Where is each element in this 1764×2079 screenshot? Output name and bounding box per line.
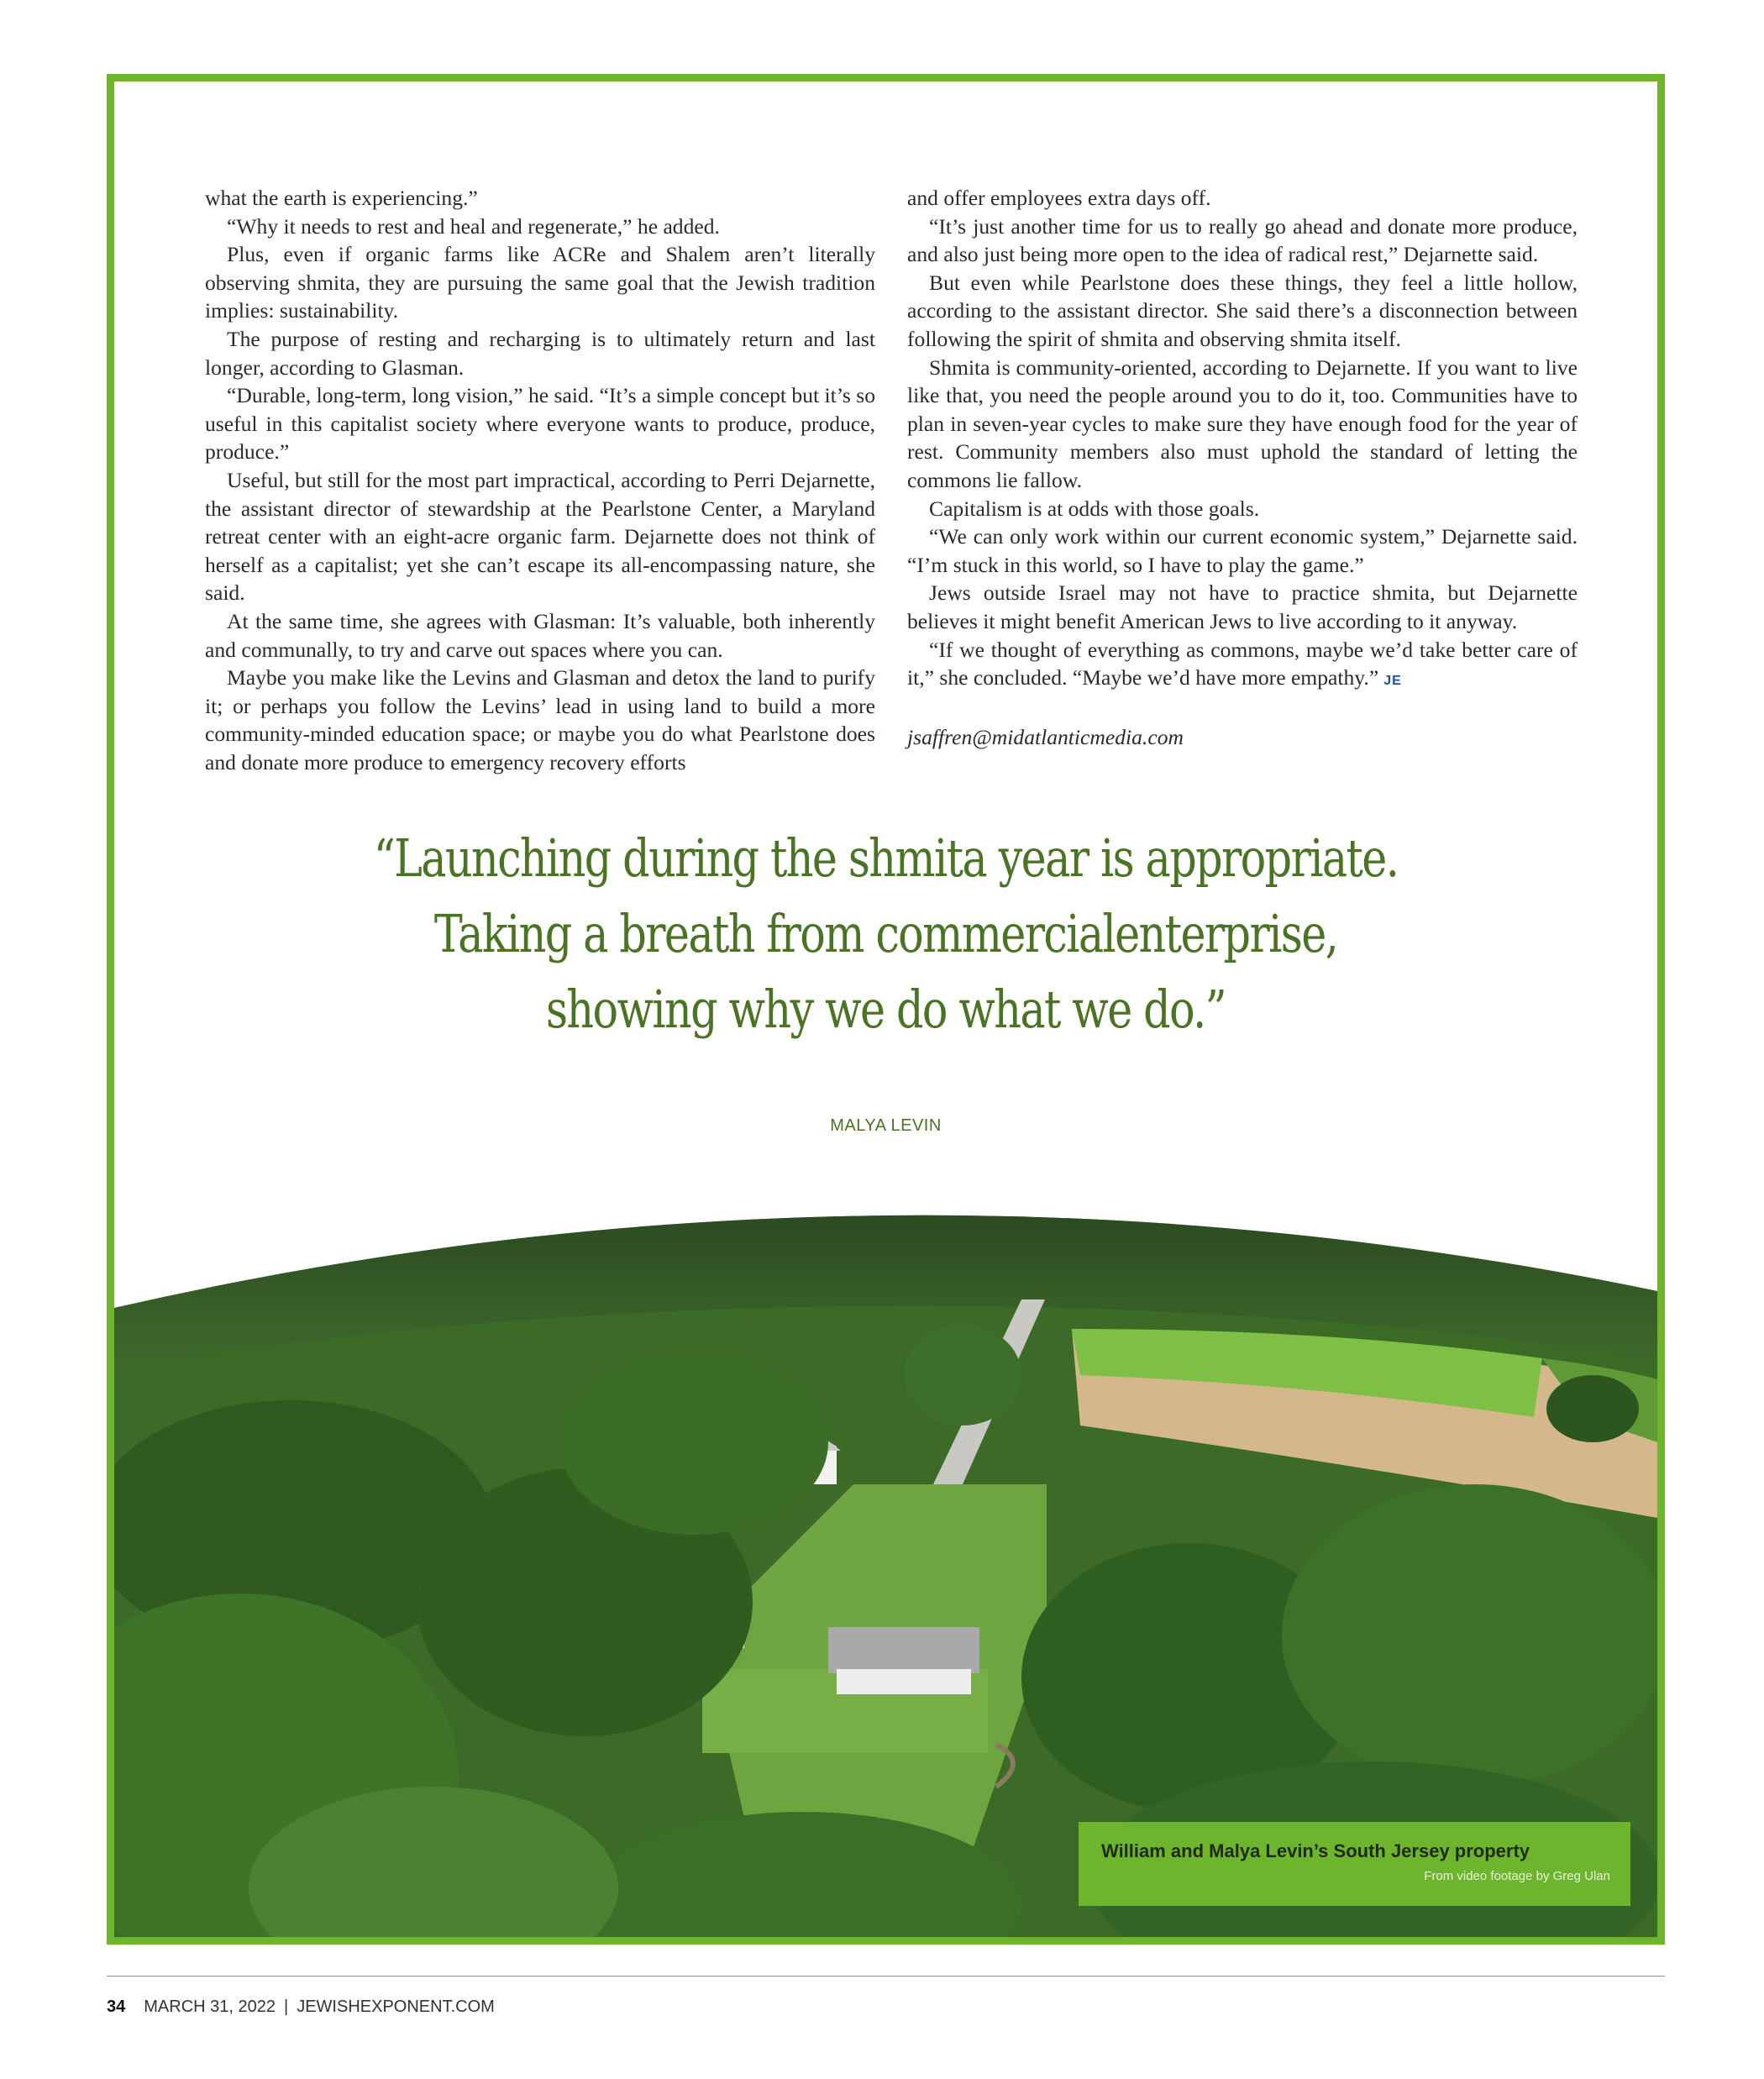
pull-quote (253, 821, 1518, 1047)
page-footer (107, 1998, 495, 2017)
paragraph: At the same time, she agrees with Glasman: It’s valuable, both inherently and communally, to try and carve out spaces where you can. (205, 608, 875, 662)
paragraph: Maybe you make like the Levins and Glasman and detox the land to purify it; or perhaps you follow the Levins’ lead in using land to build a more community-minded education space; or maybe you do what Pearlstone does and donate more produce to emergency recovery efforts (205, 665, 875, 774)
pull-quote-line: showing why we do what we do.” (545, 979, 1226, 1040)
paragraph: The purpose of resting and recharging is to ultimately return and last longer, according to Glasman. (205, 326, 875, 380)
paragraph: Capitalism is at odds with those goals. (929, 496, 1260, 521)
author-email: jsaffren@midatlanticmedia.com (907, 724, 1184, 749)
footer-divider (107, 1976, 1665, 1977)
issue-date: MARCH 31, 2022 (144, 1998, 276, 2016)
paragraph-text: “If we thought of everything as commons, maybe we’d take better care of it,” she concluded. “Maybe we’d have more empathy.” (907, 637, 1578, 690)
article-column-right (907, 184, 1578, 751)
paragraph: what the earth is experiencing.” (205, 186, 478, 210)
paragraph: Jews outside Israel may not have to practice shmita, but Dejarnette believes it might benefit American Jews to live according to it anyway. (907, 580, 1578, 633)
photo-caption (1079, 1822, 1630, 1906)
footer-separator: | (284, 1998, 289, 2016)
paragraph: But even while Pearlstone does these things, they feel a little hollow, according to the assistant director. She said there’s a disconnection between following the spirit of shmita and observing shmita itself. (907, 270, 1578, 351)
paragraph: “Durable, long-term, long vision,” he said. “It’s a simple concept but it’s so useful in this capitalist society where everyone wants to produce, produce, produce.” (205, 383, 875, 465)
end-mark: JE (1383, 674, 1402, 689)
page-number: 34 (107, 1998, 126, 2016)
paragraph: “Why it needs to rest and heal and regenerate,” he added. (227, 213, 720, 239)
pull-quote-line: “Launching during the shmita year is appropriate. (373, 827, 1399, 889)
photo-credit: From video footage by Greg Ulan (1424, 1869, 1610, 1883)
pull-quote-attribution: MALYA LEVIN (830, 1116, 942, 1135)
paragraph: “We can only work within our current economic system,” Dejarnette said. “I’m stuck in this world, so I have to play the game.” (907, 524, 1578, 577)
paragraph: “It’s just another time for us to really go ahead and donate more produce, and also just being more open to the idea of radical rest,” Dejarnette said. (907, 213, 1578, 267)
site-link[interactable]: JEWISHEXPONENT.COM (297, 1998, 495, 2016)
paragraph: Shmita is community-oriented, according to Dejarnette. If you want to live like that, you need the people around you to do it, too. Communities have to plan in seven-year cycles to make sure they have enough food for the year of rest. Community members also must uphold the standard of letting the commons lie fallow. (907, 354, 1578, 492)
paragraph: Plus, even if organic farms like ACRe and Shalem aren’t literally observing shmita, they are pursuing the same goal that the Jewish tradition implies: sustainability. (205, 242, 875, 323)
closing-paragraph (907, 636, 1578, 696)
article-frame (107, 74, 1665, 1945)
paragraph: and offer employees extra days off. (907, 186, 1211, 210)
pull-quote-line: Taking a breath from commercialenterprise, (433, 903, 1338, 964)
caption-title: William and Malya Levin’s South Jersey property (1101, 1840, 1530, 1861)
article-column-left (205, 184, 875, 776)
paragraph: Useful, but still for the most part impractical, according to Perri Dejarnette, the assistant director of stewardship at the Pearlstone Center, a Maryland retreat center with an eight-acre organic farm. Dejarnette does not think of herself as a capitalist; yet she can’t escape its all-encompassing nature, she said. (205, 467, 875, 606)
